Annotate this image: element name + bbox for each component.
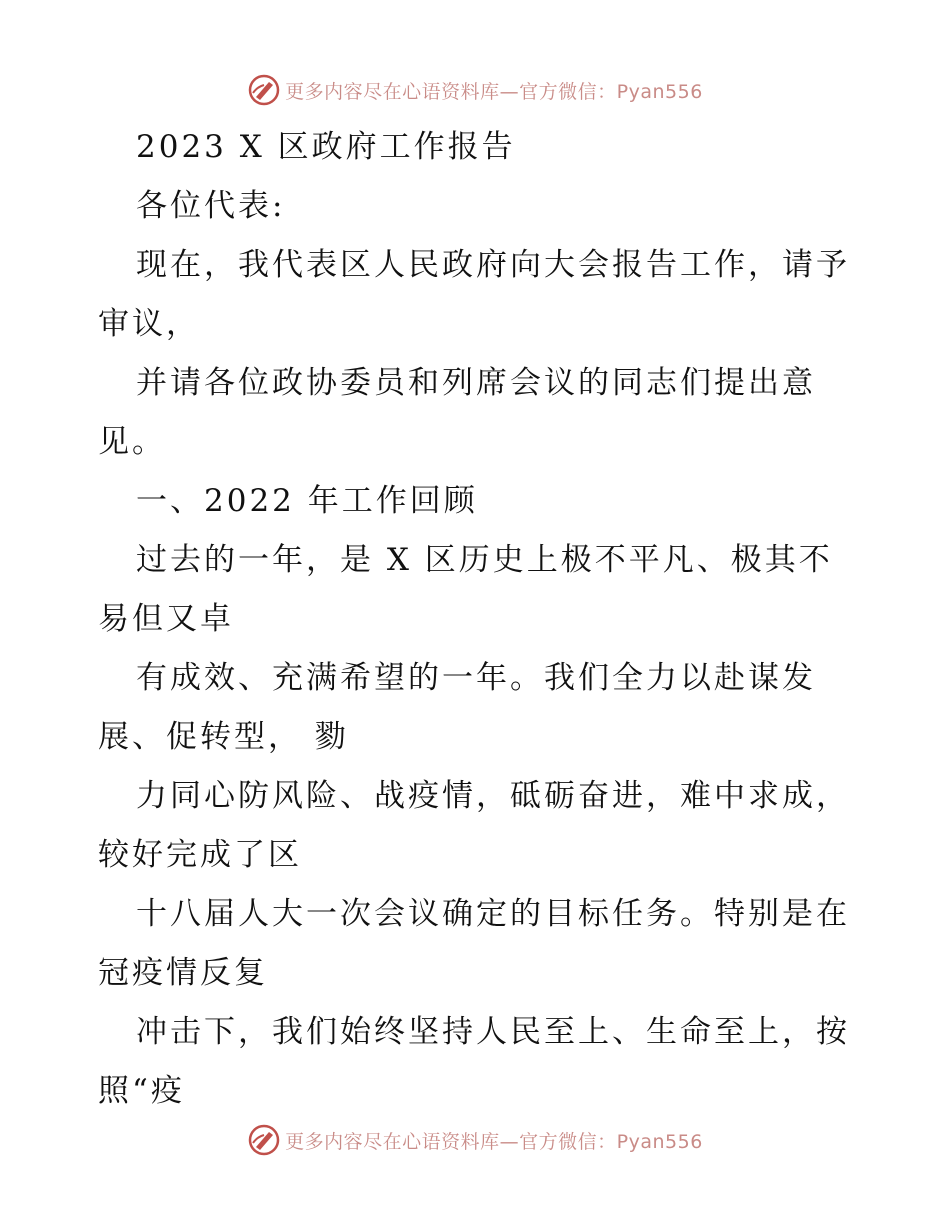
document-line: 现在，我代表区人民政府向大会报告工作，请予 [136,247,850,283]
brush-logo-icon [247,1123,281,1157]
watermark-text: 更多内容尽在心语资料库—官方微信：Pyan556 [285,1130,703,1153]
document-line: 2023 X 区政府工作报告 [136,129,516,165]
document-line: 照“疫 [98,1073,185,1109]
document-line: 冲击下，我们始终坚持人民至上、生命至上，按 [136,1014,850,1050]
document-line: 展、促转型， 勠 [98,719,349,755]
watermark-banner-bottom [0,1120,950,1160]
document-line: 并请各位政协委员和列席会议的同志们提出意 [136,365,816,401]
document-line: 冠疫情反复 [98,955,268,991]
brush-logo-icon [247,73,281,107]
document-line: 力同心防风险、战疫情，砥砺奋进，难中求成， [136,778,850,814]
document-line: 有成效、充满希望的一年。我们全力以赴谋发 [136,660,816,696]
document-line: 过去的一年，是 X 区历史上极不平凡、极其不 [136,542,833,578]
document-line: 一、2022 年工作回顾 [136,483,478,519]
document-line: 见。 [98,424,166,460]
document-body [98,118,858,1121]
watermark-text: 更多内容尽在心语资料库—官方微信：Pyan556 [285,80,703,103]
watermark-banner-top [0,70,950,110]
document-line: 审议， [98,306,200,342]
document-line: 易但又卓 [98,601,234,637]
document-line: 十八届人大一次会议确定的目标任务。特别是在 [136,896,850,932]
document-line: 较好完成了区 [98,837,302,873]
document-line: 各位代表: [136,188,286,224]
